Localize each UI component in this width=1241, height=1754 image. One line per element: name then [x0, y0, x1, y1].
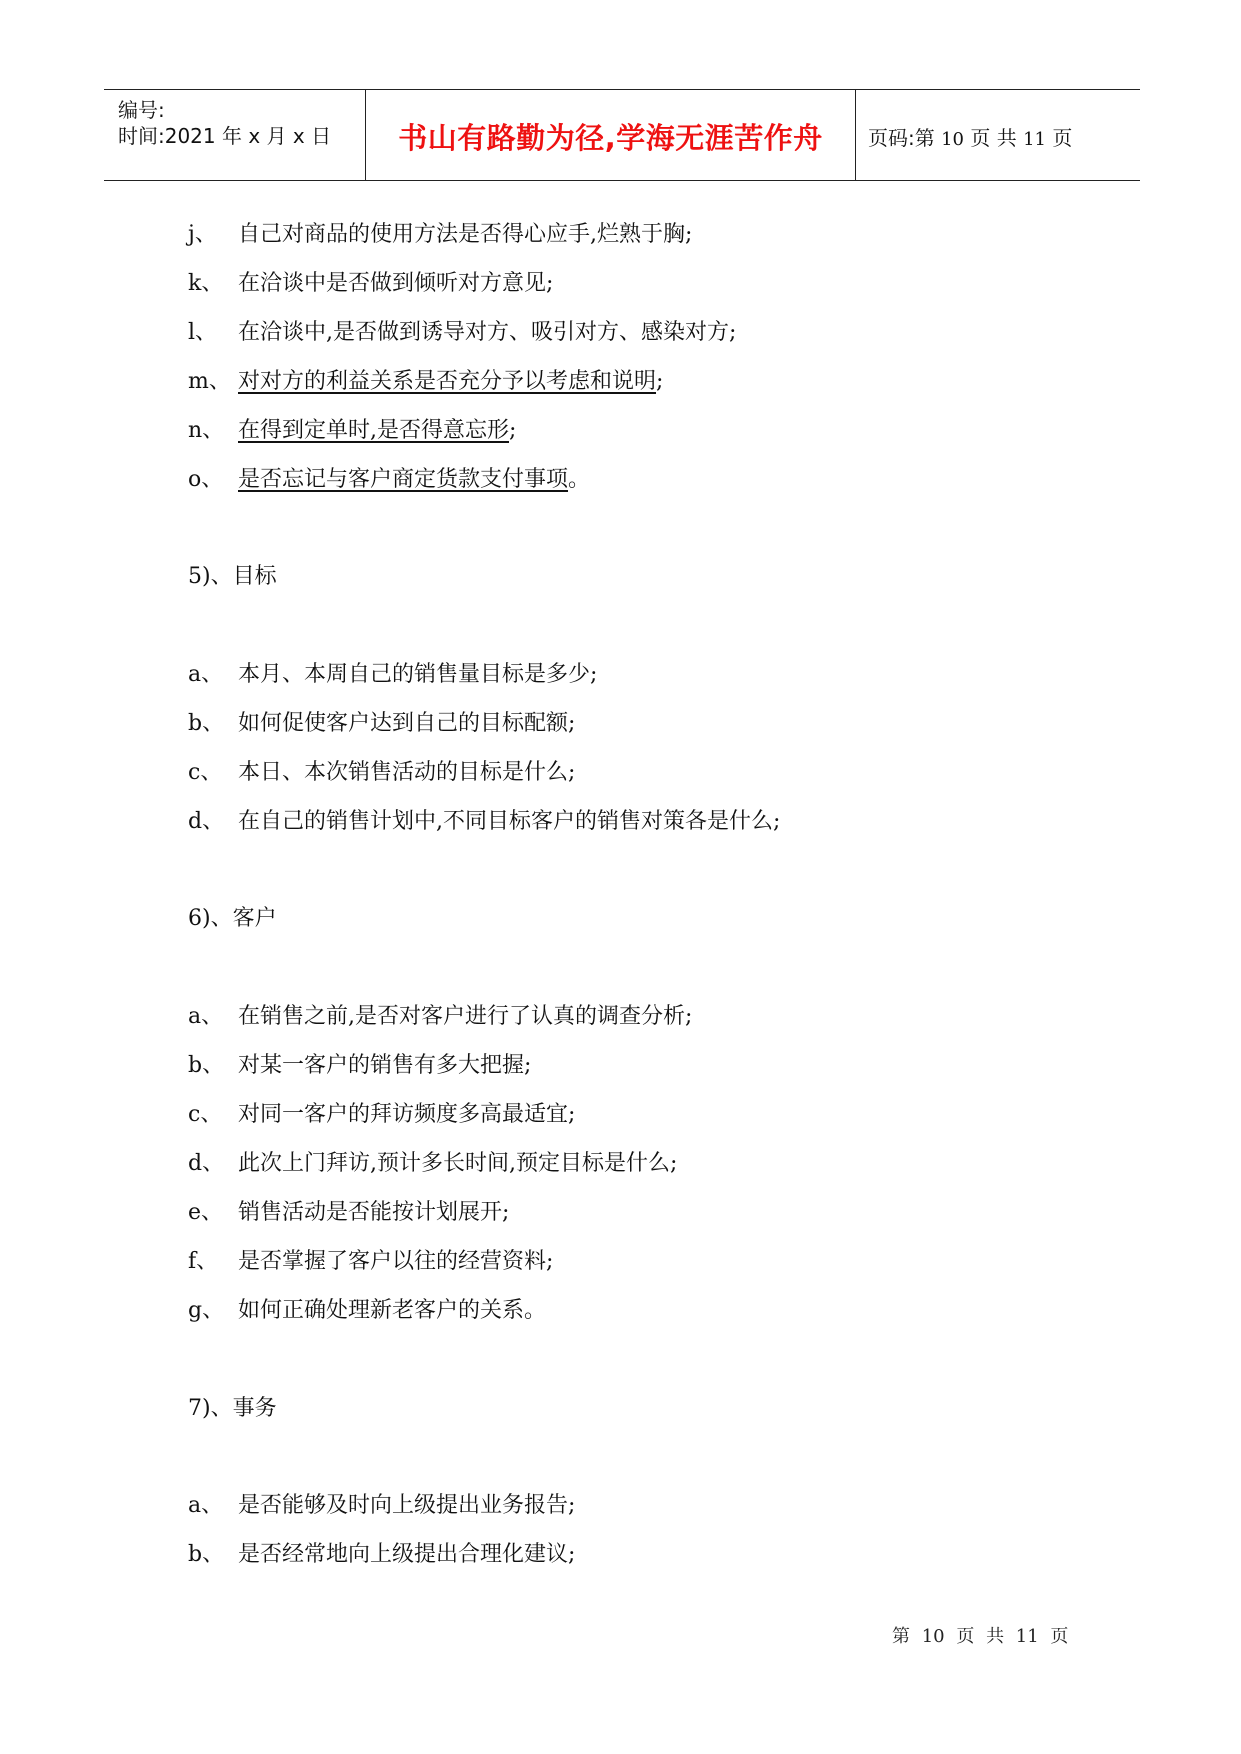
item-text: 此次上门拜访,预计多长时间,预定目标是什么; [238, 1151, 678, 1176]
item-text: 在销售之前,是否对客户进行了认真的调查分析; [238, 1004, 693, 1029]
item-label: f、 [188, 1249, 219, 1274]
item-text: 在自己的销售计划中,不同目标客户的销售对策各是什么; [238, 809, 781, 834]
list-item [188, 269, 553, 299]
item-text: 对同一客户的拜访频度多高最适宜; [238, 1102, 576, 1127]
list-item [188, 220, 692, 250]
item-label: b、 [188, 1542, 225, 1567]
item-label: c、 [188, 760, 223, 785]
page-prefix: 页码:第 [868, 126, 942, 150]
page-suffix: 页 [1046, 126, 1073, 150]
item-tail: ; [509, 418, 517, 443]
list-item [188, 660, 597, 690]
page-total: 11 [1023, 129, 1046, 150]
list-item [188, 807, 780, 837]
list-item [188, 1051, 531, 1081]
section-heading-affairs: 7)、事务 [188, 1396, 277, 1421]
item-label: n、 [188, 418, 225, 443]
list-item [188, 1149, 677, 1179]
list-item [188, 416, 516, 446]
item-text: 是否经常地向上级提出合理化建议; [238, 1542, 576, 1567]
item-text: 销售活动是否能按计划展开; [238, 1200, 510, 1225]
item-text: 在洽谈中是否做到倾听对方意见; [238, 271, 554, 296]
item-text: 本月、本周自己的销售量目标是多少; [238, 662, 598, 687]
list-item [188, 709, 575, 739]
document-date-label: 时间:2021 年 x 月 x 日 [118, 124, 332, 148]
item-label: b、 [188, 1053, 225, 1078]
list-item [188, 1296, 546, 1326]
page-current: 10 [941, 129, 965, 150]
item-label: k、 [188, 271, 224, 296]
list-item [188, 1247, 553, 1277]
item-text: 如何正确处理新老客户的关系。 [238, 1298, 547, 1323]
list-item [188, 1198, 509, 1228]
item-label: a、 [188, 662, 224, 687]
item-label: a、 [188, 1493, 224, 1518]
item-label: e、 [188, 1200, 224, 1225]
item-label: o、 [188, 467, 224, 492]
item-text-underlined: 在得到定单时,是否得意忘形 [238, 418, 509, 443]
item-text: 是否掌握了客户以往的经营资料; [238, 1249, 554, 1274]
item-text: 本日、本次销售活动的目标是什么; [238, 760, 576, 785]
list-item [188, 1491, 575, 1521]
item-text: 自己对商品的使用方法是否得心应手,烂熟于胸; [238, 222, 693, 247]
item-label: c、 [188, 1102, 223, 1127]
section-heading-customers: 6)、客户 [188, 906, 277, 931]
list-item [188, 1100, 575, 1130]
item-label: l、 [188, 320, 218, 345]
page-mid: 页 共 [964, 126, 1024, 150]
document-number-label: 编号: [118, 98, 165, 122]
item-text-underlined: 是否忘记与客户商定货款支付事项 [238, 467, 569, 492]
item-tail: 。 [568, 467, 591, 492]
item-label: b、 [188, 711, 225, 736]
list-item [188, 758, 575, 788]
list-item [188, 1002, 692, 1032]
list-item [188, 367, 663, 397]
item-text: 对某一客户的销售有多大把握; [238, 1053, 532, 1078]
item-label: a、 [188, 1004, 224, 1029]
page-footer: 第 10 页 共 11 页 [892, 1626, 1069, 1647]
item-text: 在洽谈中,是否做到诱导对方、吸引对方、感染对方; [238, 320, 737, 345]
item-label: g、 [188, 1298, 225, 1323]
item-tail: ; [656, 369, 664, 394]
section-heading-goals: 5)、目标 [188, 564, 277, 589]
item-text-underlined: 对对方的利益关系是否充分予以考虑和说明 [238, 369, 657, 394]
header-motto: 书山有路勤为径,学海无涯苦作舟 [398, 121, 823, 155]
item-label: j、 [188, 222, 217, 247]
list-item [188, 1540, 575, 1570]
list-item [188, 318, 736, 348]
item-text: 如何促使客户达到自己的目标配额; [238, 711, 576, 736]
item-text: 是否能够及时向上级提出业务报告; [238, 1493, 576, 1518]
item-label: m、 [188, 369, 231, 394]
list-item [188, 465, 590, 495]
item-label: d、 [188, 1151, 225, 1176]
item-label: d、 [188, 809, 225, 834]
